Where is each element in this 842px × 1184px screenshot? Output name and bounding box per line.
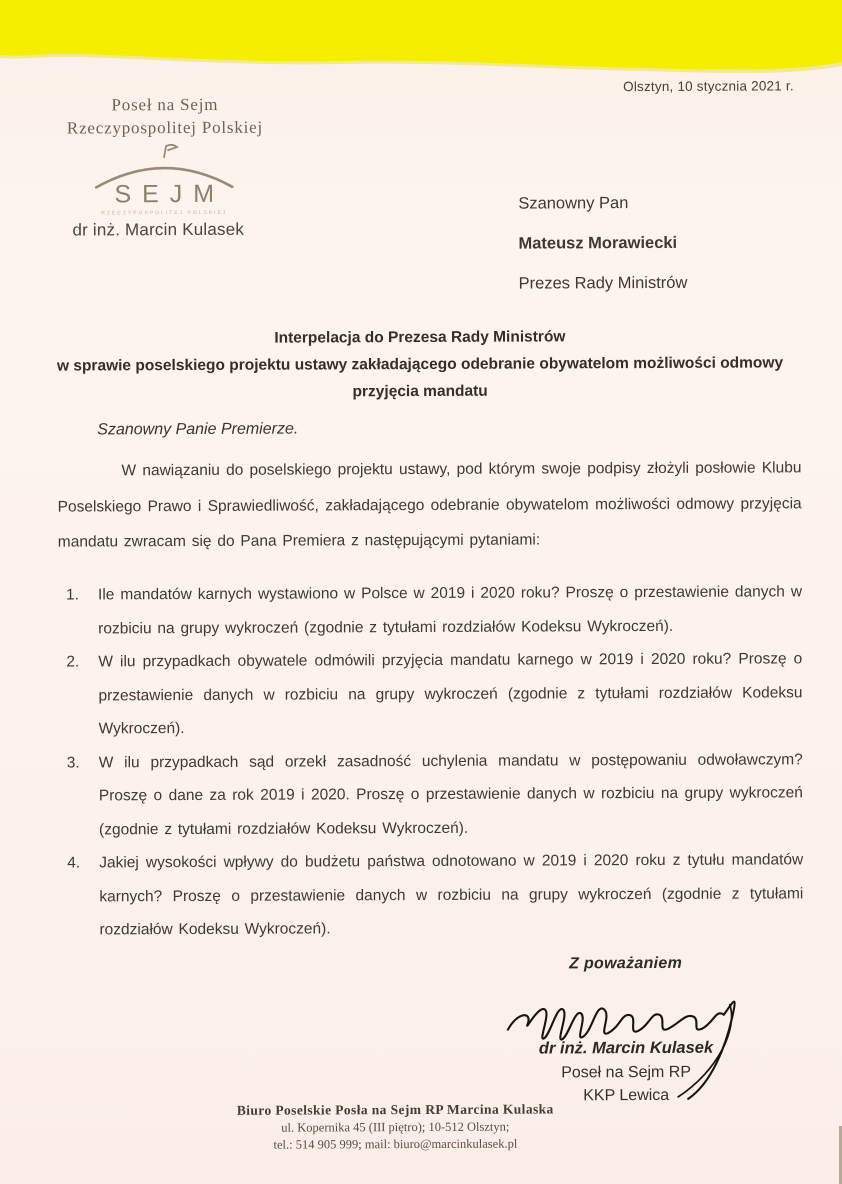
signer-role: Poseł na Sejm RP bbox=[561, 1063, 692, 1081]
question-item-1 bbox=[58, 575, 802, 645]
signer-block bbox=[494, 1037, 758, 1109]
question-item-4 bbox=[59, 843, 803, 947]
question-text: Ile mandatów karnych wystawiono w Polsce w 2019 i 2020 roku? Proszę o przestawienie danych w rozbiciu na grupy wykroczeń (zgodnie z tytułami rozdziałów Kodeksu Wykroczeń). bbox=[97, 583, 803, 637]
signer-club: KKP Lewica bbox=[583, 1086, 670, 1105]
recipient-name: Mateusz Morawiecki bbox=[518, 233, 678, 253]
question-number: 4. bbox=[67, 854, 81, 872]
signer-name: dr inż. Marcin Kulasek bbox=[538, 1038, 714, 1058]
closing-block bbox=[494, 955, 759, 1109]
body-paragraph: W nawiązaniu do poselskiego projektu ustawy, pod którym swoje podpisy złożyli posłowie Klubu Poselskiego Prawo i Sprawiedliwość, zakładającego odebranie obywatelom możliwości odmowy przyjęcia mandatu zwracam się do Pana Premiera z następującymi pytaniami: bbox=[57, 459, 802, 551]
footer-office-name: Biuro Poselskie Posła na Sejm RP Marcina Kulaska bbox=[236, 1101, 554, 1118]
sejm-wordmark-subtext: RZECZYPOSPOLITEJ POLSKIEJ bbox=[101, 209, 228, 217]
office-line-1: Poseł na Sejm bbox=[111, 94, 219, 115]
yellow-scan-band bbox=[0, 0, 842, 84]
footer-contact: tel.: 514 905 999; mail: biuro@marcinkulasek.pl bbox=[273, 1136, 518, 1152]
office-line-2: Rzeczypospolitej Polskiej bbox=[66, 117, 264, 138]
footer-address: ul. Kopernika 45 (III piętro); 10-512 Olsztyn; bbox=[281, 1119, 510, 1135]
letterhead-deputy-name: dr inż. Marcin Kulasek bbox=[72, 219, 245, 240]
question-number: 3. bbox=[66, 753, 80, 772]
question-text: W ilu przypadkach obywatele odmówili przyjęcia mandatu karnego w 2019 i 2020 roku? Proszę o przestawienie danych w rozbiciu na grupy wykroczeń (zgodnie z tytułami rozdziałów Kodeksu Wykroczeń). bbox=[98, 650, 803, 738]
subject-title bbox=[39, 322, 801, 406]
sejm-dome-icon bbox=[76, 143, 252, 190]
subject-line-3: przyjęcia mandatu bbox=[352, 382, 488, 401]
sejm-wordmark: SEJM bbox=[114, 179, 226, 209]
subject-line-1: Interpelacja do Prezesa Rady Ministrów bbox=[274, 328, 566, 347]
question-list bbox=[58, 575, 804, 947]
greeting: Szanowny Panie Premierze. bbox=[97, 420, 299, 439]
recipient-block bbox=[518, 183, 687, 304]
question-number: 1. bbox=[65, 586, 79, 604]
valediction: Z poważaniem bbox=[569, 954, 683, 973]
date-line: Olsztyn, 10 stycznia 2021 r. bbox=[623, 78, 794, 95]
question-text: Jakiej wysokości wpływy do budżetu państwa odnotowano w 2019 i 2020 roku z tytułu mandatów karnych? Proszę o przestawienie danych w rozbiciu na grupy wykroczeń (zgodnie z tytułami rozdziałów Kodeksu Wykroczeń). bbox=[99, 851, 804, 939]
recipient-salutation: Szanowny Pan bbox=[518, 194, 629, 213]
letterhead-office bbox=[50, 93, 280, 140]
sejm-logo bbox=[76, 143, 252, 217]
question-text: W ilu przypadkach sąd orzekł zasadność uchylenia mandatu w postępowaniu odwoławczym? Proszę o dane za rok 2019 i 2020. Proszę o przestawienie danych w rozbiciu na grupy wykroczeń (zgodnie z tytułami rozdziałów Kodeksu Wykroczeń). bbox=[98, 750, 803, 838]
recipient-title: Prezes Rady Ministrów bbox=[518, 273, 688, 293]
footer-block bbox=[154, 1100, 636, 1154]
subject-line-2: w sprawie poselskiego projektu ustawy zakładającego odebranie obywatelom możliwości odmowy bbox=[56, 354, 784, 375]
question-item-3 bbox=[59, 743, 803, 847]
question-item-2 bbox=[58, 642, 802, 746]
question-number: 2. bbox=[66, 653, 80, 671]
